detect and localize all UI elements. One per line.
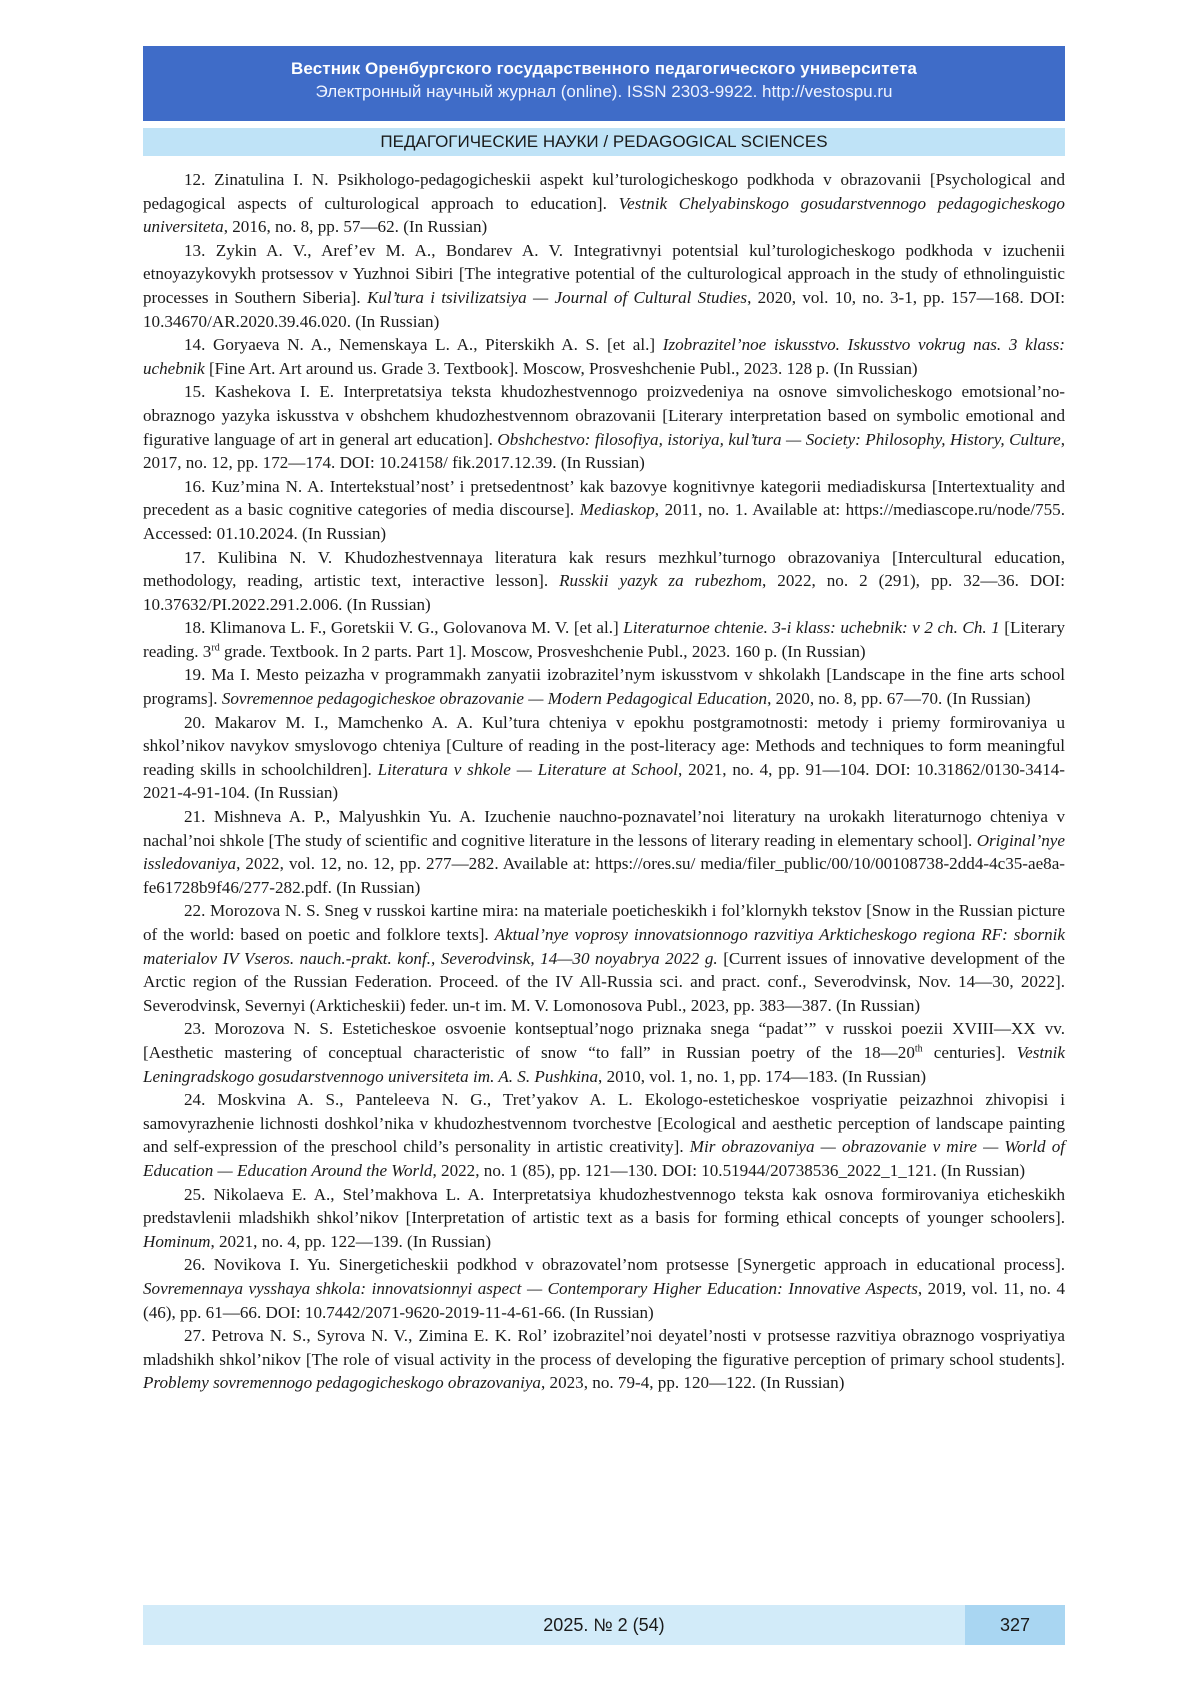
reference-list xyxy=(143,168,1065,1395)
reference-26: 26. Novikova I. Yu. Sinergeticheskii podkhod v obrazovatel’nom protsesse [Synergetic approach in educational process]. Sovremennaya vysshaya shkola: innovatsionnyi aspect — Contemporary Higher Education: Innovative Aspects, 2019, vol. 11, no. 4 (46), pp. 61—66. DOI: 10.7442/2071-9620-2019-11-4-61-66. (In Russian) xyxy=(143,1255,1065,1322)
reference-15: 15. Kashekova I. E. Interpretatsiya teksta khudozhestvennogo proizvedeniya na osnove simvolicheskogo emotsional’no-obraznogo yazyka iskusstva v obshchem khudozhestvennom obrazovanii [Literary interpretation based on symbolic emotional and figurative language of art in general art education]. Obshchestvo: filosofiya, istoriya, kul’tura — Society: Philosophy, History, Culture, 2017, no. 12, pp. 172—174. DOI: 10.24158/ fik.2017.12.39. (In Russian) xyxy=(143,382,1065,473)
reference-18: 18. Klimanova L. F., Goretskii V. G., Golovanova M. V. [et al.] Literaturnoe chtenie. 3-i klass: uchebnik: v 2 ch. Ch. 1 [Literary reading. 3rd grade. Textbook. In 2 parts. Part 1]. Moscow, Prosveshchenie Publ., 2023. 160 p. (In Russian) xyxy=(143,618,1066,661)
journal-header xyxy=(143,46,1065,121)
journal-subtitle: Электронный научный журнал (online). ISSN 2303-9922. http://vestospu.ru xyxy=(315,82,893,101)
section-title: ПЕДАГОГИЧЕСКИЕ НАУКИ / PEDAGOGICAL SCIENCES xyxy=(143,128,1065,156)
reference-21: 21. Mishneva A. P., Malyushkin Yu. A. Izuchenie nauchno-poznavatel’noi literatury na urokakh literaturnogo chteniya v nachal’noi shkole [The study of scientific and cognitive literature in the lessons of literary reading in elementary school]. Original’nye issledovaniya, 2022, vol. 12, no. 12, pp. 277—282. Available at: https://ores.su/ media/filer_public/00/10/00108738-2dd4-4c35-ae8a-fe61728b9f46/277-282.pdf. (In Russian) xyxy=(143,807,1065,897)
journal-title: Вестник Оренбургского государственного педагогического университета xyxy=(291,59,917,78)
reference-12: 12. Zinatulina I. N. Psikhologo-pedagogicheskii aspekt kul’turologicheskogo podkhoda v obrazovanii [Psychological and pedagogical aspects of culturological approach to education]. Vestnik Chelyabinskogo gosudarstvennogo pedagogicheskogo universiteta, 2016, no. 8, pp. 57—62. (In Russian) xyxy=(143,170,1065,237)
page-number: 327 xyxy=(965,1605,1065,1645)
reference-22: 22. Morozova N. S. Sneg v russkoi kartine mira: na materiale poeticheskikh i fol’klornykh tekstov [Snow in the Russian picture of the world: based on poetic and folklore texts]. Aktual’nye voprosy innovatsionnogo razvitiya Arkticheskogo regiona RF: sbornik materialov IV Vseros. nauch.-prakt. konf., Severodvinsk, 14—30 noyabrya 2022 g. [Current issues of innovative development of the Arctic region of the Russian Federation. Proceed. of the IV All-Russia sci. and pract. conf., Severodvinsk, Nov. 14—30, 2022]. Severodvinsk, Severnyi (Arkticheskii) feder. un-t im. M. V. Lomonosova Publ., 2023, pp. 383—387. (In Russian) xyxy=(143,901,1065,1015)
reference-27: 27. Petrova N. S., Syrova N. V., Zimina E. K. Rol’ izobrazitel’noi deyatel’nosti v protsesse razvitiya obraznogo vospriyatiya mladshikh shkol’nikov [The role of visual activity in the process of developing the figurative perception of primary school students]. Problemy sovremennogo pedagogicheskogo obrazovaniya, 2023, no. 79-4, pp. 120—122. (In Russian) xyxy=(143,1326,1065,1393)
page-footer xyxy=(143,1605,1065,1645)
reference-25: 25. Nikolaeva E. A., Stel’makhova L. A. Interpretatsiya khudozhestvennogo teksta kak osnova formirovaniya eticheskikh predstavlenii mladshikh shkol’nikov [Interpretation of artistic text as a basis for forming ethical concepts of younger schoolers]. Hominum, 2021, no. 4, pp. 122—139. (In Russian) xyxy=(143,1184,1065,1251)
reference-16: 16. Kuz’mina N. A. Intertekstual’nost’ i pretsedentnost’ kak bazovye kognitivnye kategorii mediadiskursa [Intertextuality and precedent as a basic cognitive categories of media discourse]. Mediaskop, 2011, no. 1. Available at: https://mediascope.ru/node/755. Accessed: 01.10.2024. (In Russian) xyxy=(143,476,1065,543)
reference-23: 23. Morozova N. S. Esteticheskoe osvoenie kontseptual’nogo priznaka snega “padat’” v russkoi poezii XVIII—XX vv. [Aesthetic mastering of conceptual characteristic of snow “to fall” in Russian poetry of the 18—20th centuries]. Vestnik Leningradskogo gosudarstvennogo universiteta im. A. S. Pushkina, 2010, vol. 1, no. 1, pp. 174—183. (In Russian) xyxy=(143,1019,1065,1086)
issue-number: 2025. № 2 (54) xyxy=(543,1615,665,1635)
reference-19: 19. Ma I. Mesto peizazha v programmakh zanyatii izobrazitel’nym iskusstvom v shkolakh [Landscape in the fine arts school programs]. Sovremennoe pedagogicheskoe obrazovanie — Modern Pedagogical Education, 2020, no. 8, pp. 67—70. (In Russian) xyxy=(143,665,1065,709)
reference-20: 20. Makarov M. I., Mamchenko A. A. Kul’tura chteniya v epokhu postgramotnosti: metody i priemy formirovaniya u shkol’nikov navykov smyslovogo chteniya [Culture of reading in the post-literacy age: Methods and techniques to form meaningful reading skills in schoolchildren]. Literatura v shkole — Literature at School, 2021, no. 4, pp. 91—104. DOI: 10.31862/0130-3414-2021-4-91-104. (In Russian) xyxy=(143,712,1065,803)
reference-14: 14. Goryaeva N. A., Nemenskaya L. A., Piterskikh A. S. [et al.] Izobrazitel’noe iskusstvo. Iskusstvo vokrug nas. 3 klass: uchebnik [Fine Art. Art around us. Grade 3. Textbook]. Moscow, Prosveshchenie Publ., 2023. 128 p. (In Russian) xyxy=(143,335,1065,378)
reference-24: 24. Moskvina A. S., Panteleeva N. G., Tret’yakov A. L. Ekologo-esteticheskoe vospriyatie peizazhnoi zhivopisi i samovyrazhenie lichnosti doshkol’nika v khudozhestvennom tvorchestve [Ecological and aesthetic perception of landscape painting and self-expression of the preschool child’s personality in artistic creativity]. Mir obrazovaniya — obrazovanie v mire — World of Education — Education Around the World, 2022, no. 1 (85), pp. 121—130. DOI: 10.51944/20738536_2022_1_121. (In Russian) xyxy=(143,1090,1065,1180)
reference-13: 13. Zykin A. V., Aref’ev M. A., Bondarev A. V. Integrativnyi potentsial kul’turologicheskogo podkhoda v izuchenii etnoyazykovykh protsessov v Yuzhnoi Sibiri [The integrative potential of the culturological approach in the study of ethnolinguistic processes in Southern Siberia]. Kul’tura i tsivilizatsiya — Journal of Cultural Studies, 2020, vol. 10, no. 3-1, pp. 157—168. DOI: 10.34670/AR.2020.39.46.020. (In Russian) xyxy=(143,240,1065,331)
reference-17: 17. Kulibina N. V. Khudozhestvennaya literatura kak resurs mezhkul’turnogo obrazovaniya [Intercultural education, methodology, reading, artistic text, interactive lesson]. Russkii yazyk za rubezhom, 2022, no. 2 (291), pp. 32—36. DOI: 10.37632/PI.2022.291.2.006. (In Russian) xyxy=(143,547,1065,614)
